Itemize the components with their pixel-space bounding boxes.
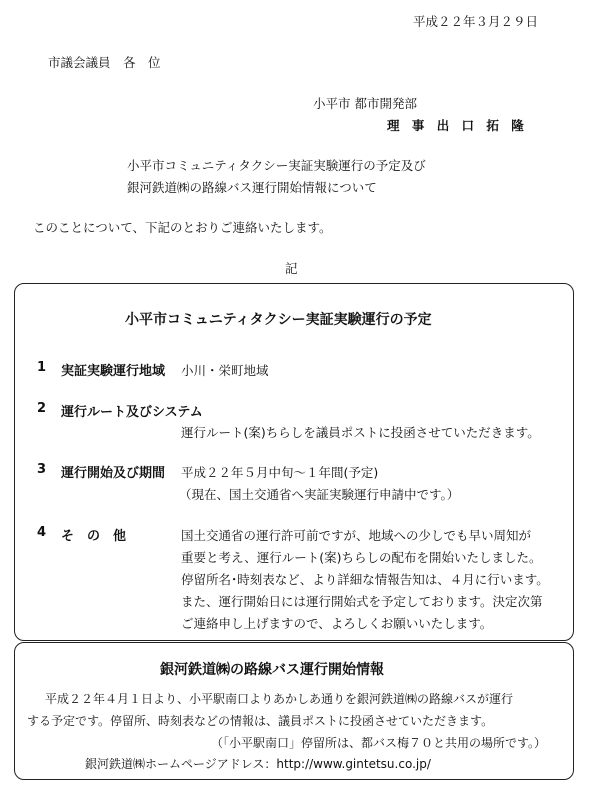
section-bus-title: 銀河鉄道㈱の路線バス運行開始情報	[160, 662, 384, 678]
item-4-text-5: ご連絡申し上げますので、よろしくお願いいたします。	[181, 616, 493, 631]
section-bus-box	[14, 642, 574, 780]
bus-text-1: 平成２２年４月１日より、小平駅南口よりあかしあ通りを銀河鉄道㈱の路線バスが運行	[45, 692, 514, 706]
bus-text-2: する予定です。停留所、時刻表などの情報は、議員ポストに投函させていただきます。	[27, 714, 494, 728]
sender-department: 小平市 都市開発部	[313, 96, 417, 111]
section-taxi-box	[14, 283, 574, 641]
item-3-text-1: 平成２２年５月中旬～１年間(予定)	[181, 465, 379, 480]
bus-homepage-link[interactable]: 銀河鉄道㈱ホームページアドレス：http://www.gintetsu.co.jp/	[85, 757, 431, 771]
section-taxi-title: 小平市コミュニティタクシー実証実験運行の予定	[125, 312, 432, 328]
intro-text: このことについて、下記のとおりご連絡いたします。	[33, 220, 332, 235]
item-4-text-3: 停留所名･時刻表など、より詳細な情報告知は、４月に行います。	[181, 572, 549, 587]
item-2-number: 2	[37, 401, 47, 416]
subject-line-2: 銀河鉄道㈱の路線バス運行開始情報について	[127, 180, 377, 195]
item-1-text: 小川・栄町地域	[181, 363, 269, 378]
ki-heading: 記	[285, 261, 298, 276]
item-2-label: 運行ルート及びシステム	[61, 405, 203, 420]
item-4-number: 4	[37, 525, 47, 540]
subject-line-1: 小平市コミュニティタクシー実証実験運行の予定及び	[127, 158, 426, 173]
item-4-label: そ の 他	[61, 529, 127, 544]
item-3-text-2: （現在、国土交通省へ実証実験運行申請中です。）	[179, 487, 460, 502]
item-2-text: 運行ルート(案)ちらしを議員ポストに投函させていただきます。	[181, 425, 540, 440]
bus-text-3: （「小平駅南口」停留所は、都バス梅７０と共用の場所です。）	[211, 736, 547, 750]
item-1-label: 実証実験運行地域	[61, 364, 166, 379]
item-1-number: 1	[37, 360, 47, 375]
addressee: 市議会議員 各 位	[48, 55, 161, 70]
item-3-number: 3	[37, 462, 47, 477]
item-4-text-1: 国土交通省の運行許可前ですが、地域への少しでも早い周知が	[181, 528, 532, 543]
sender-name: 理 事 出 口 拓 隆	[387, 118, 528, 133]
document-date: 平成２２年３月２９日	[413, 14, 539, 29]
item-3-label: 運行開始及び期間	[61, 466, 166, 481]
item-4-text-2: 重要と考え、運行ルート(案)ちらしの配布を開始いたしました。	[181, 550, 542, 565]
item-4-text-4: また、運行開始日には運行開始式を予定しております。決定次第	[181, 594, 543, 609]
